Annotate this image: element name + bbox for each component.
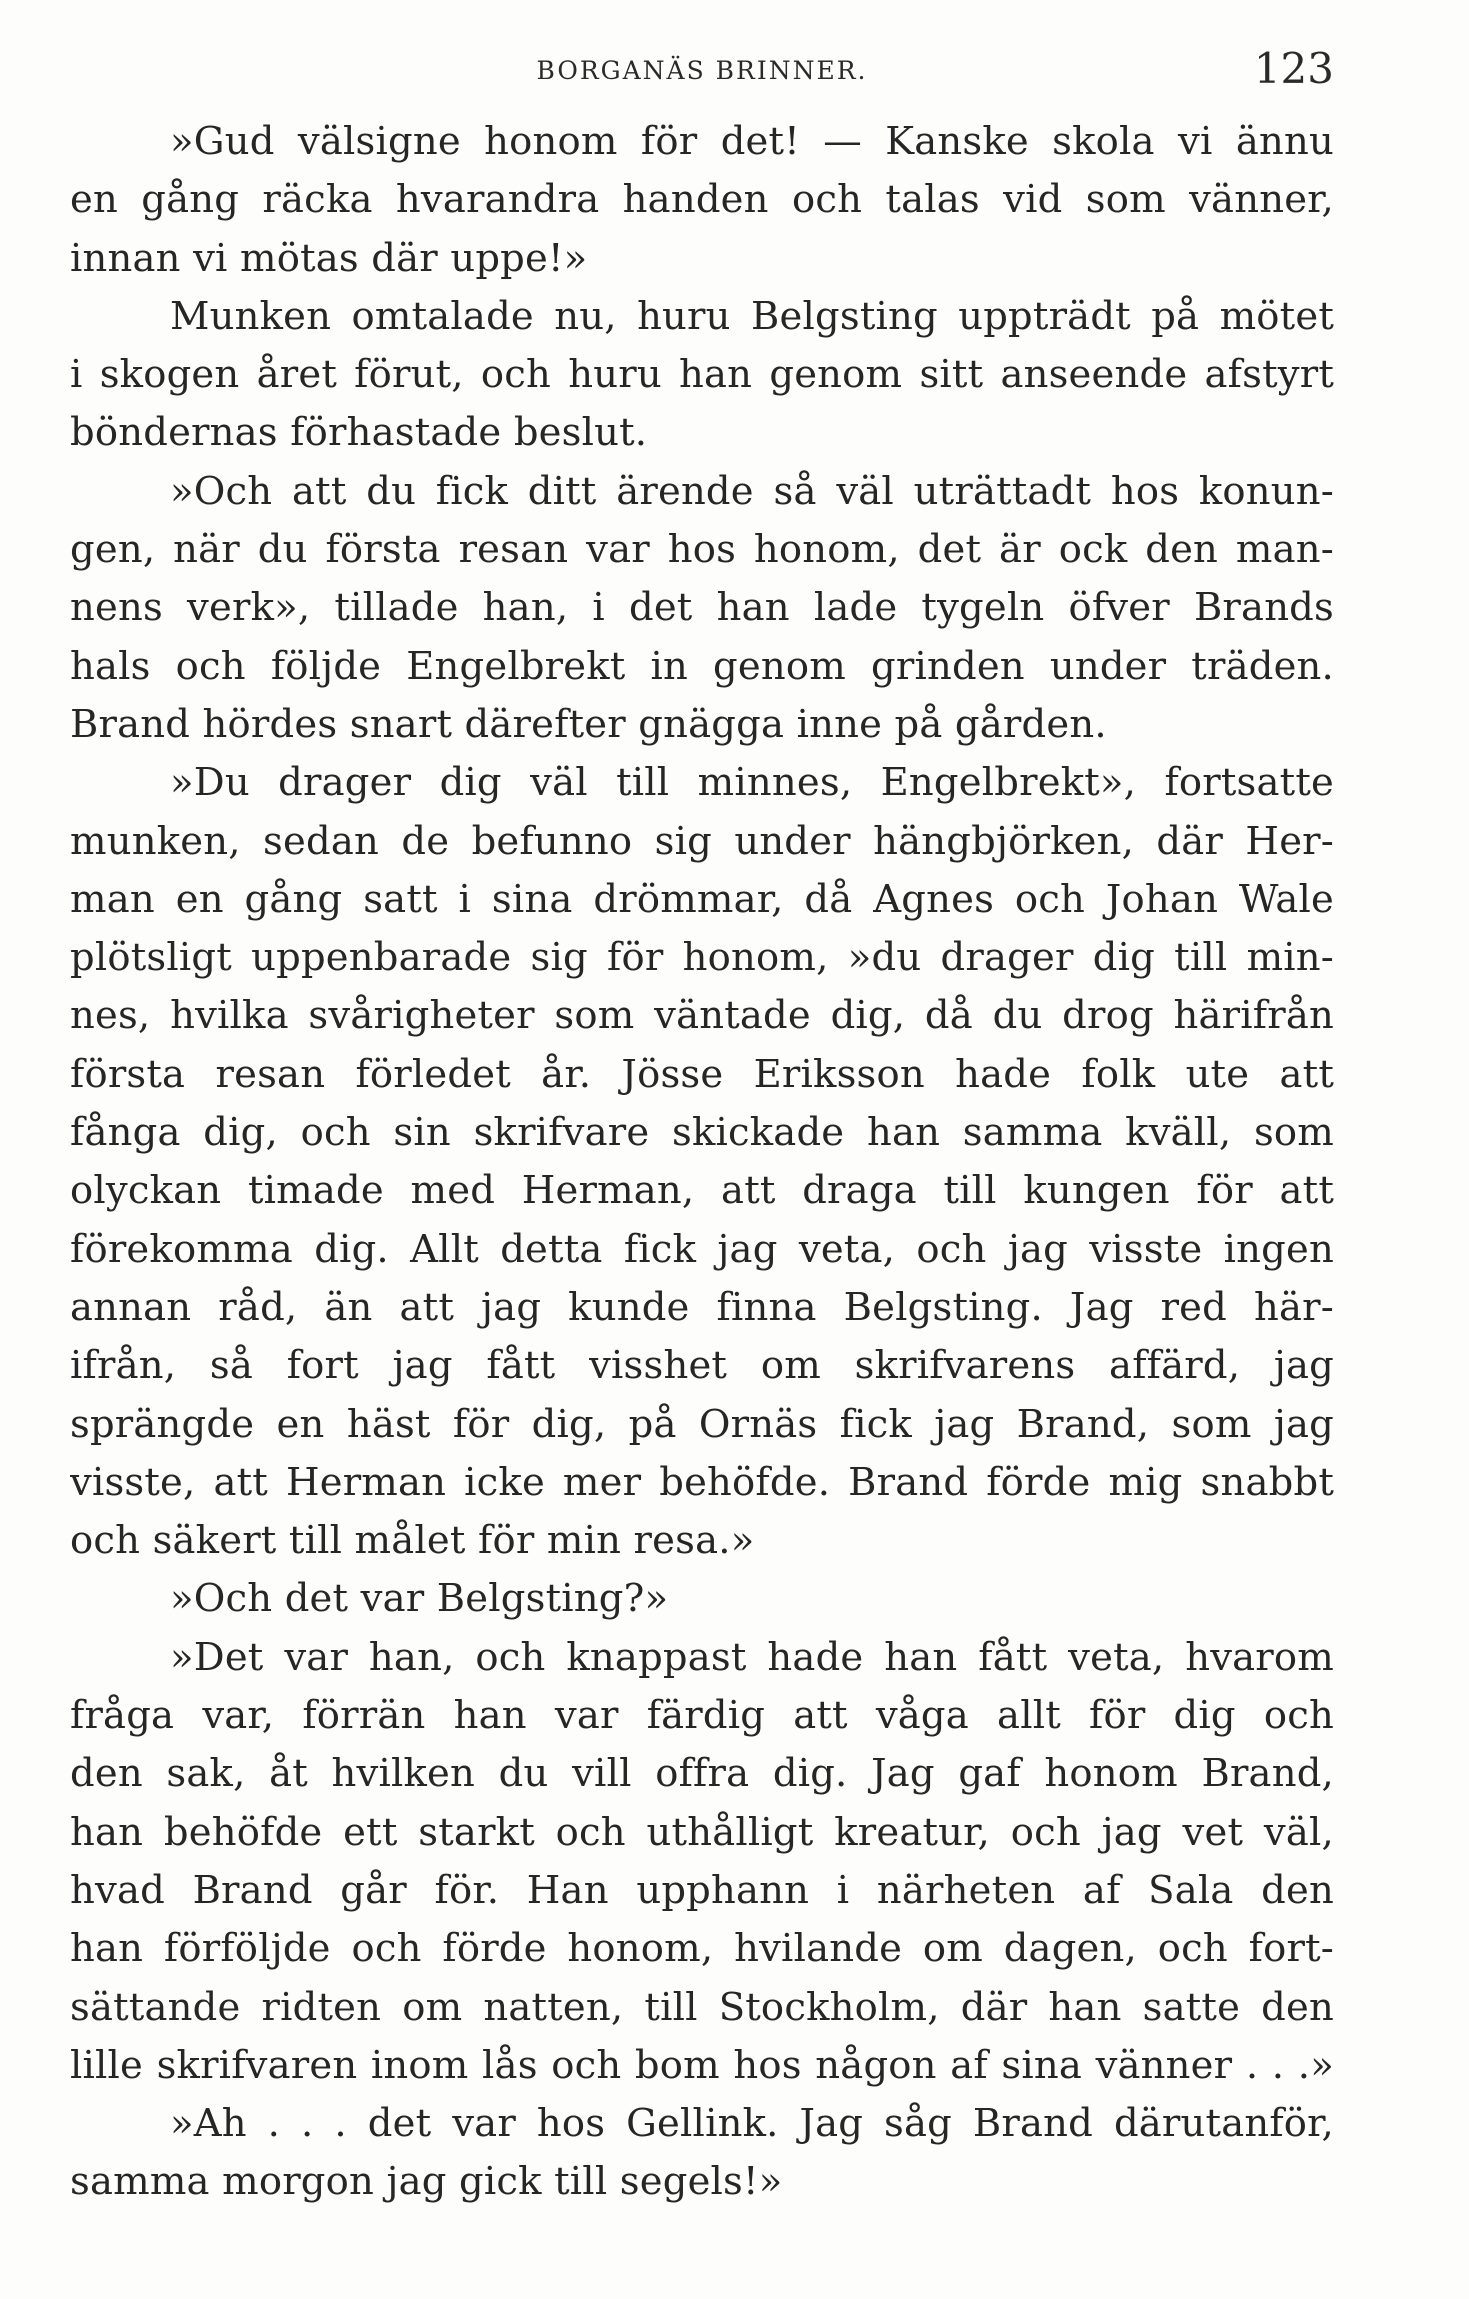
text-line: böndernas förhastade beslut. [70, 410, 648, 456]
running-title: BORGANÄS BRINNER. [536, 56, 868, 85]
text-line: han förföljde och förde honom, hvilande om dagen, och fort- [70, 1926, 1334, 1972]
text-line: i skogen året förut, och huru han genom sitt anseende afstyrt [70, 352, 1334, 398]
text-line: sättande ridten om natten, till Stockholm, där han satte den [70, 1984, 1334, 2030]
text-line: sprängde en häst för dig, på Ornäs fick jag Brand, som jag [70, 1401, 1334, 1447]
text-line: hvad Brand går för. Han upphann i närheten af Sala den [70, 1867, 1334, 1913]
text-line: »Du drager dig väl till minnes, Engelbrekt», fortsatte [170, 760, 1334, 806]
text-line: munken, sedan de befunno sig under hängbjörken, där Her- [70, 818, 1334, 864]
text-line: nens verk», tillade han, i det han lade tygeln öfver Brands [70, 585, 1334, 631]
text-line: nes, hvilka svårigheter som väntade dig, då du drog härifrån [70, 993, 1334, 1039]
text-line: förekomma dig. Allt detta fick jag veta, och jag visste ingen [70, 1226, 1334, 1272]
text-line: annan råd, än att jag kunde finna Belgsting. Jag red här- [70, 1284, 1334, 1330]
text-line: man en gång satt i sina drömmar, då Agnes och Johan Wale [70, 876, 1334, 922]
text-line: visste, att Herman icke mer behöfde. Brand förde mig snabbt [70, 1459, 1334, 1505]
text-line: olyckan timade med Herman, att draga till kungen för att [70, 1168, 1334, 1214]
body-text [70, 113, 1334, 2212]
text-line: »Och att du fick ditt ärende så väl uträttadt hos konun- [170, 468, 1334, 514]
text-line: innan vi mötas där uppe!» [70, 235, 588, 281]
text-line: fånga dig, och sin skrifvare skickade han samma kväll, som [70, 1110, 1334, 1156]
text-line: gen, när du första resan var hos honom, det är ock den man- [70, 527, 1334, 573]
text-line: ifrån, så fort jag fått visshet om skrifvarens affärd, jag [70, 1343, 1334, 1389]
text-line: lille skrifvaren inom lås och bom hos någon af sina vänner . . .» [70, 2042, 1334, 2088]
text-line: och säkert till målet för min resa.» [70, 1518, 755, 1564]
text-line: den sak, åt hvilken du vill offra dig. Jag gaf honom Brand, [70, 1751, 1334, 1797]
text-line: »Ah . . . det var hos Gellink. Jag såg Brand därutanför, [170, 2101, 1334, 2147]
text-line: Brand hördes snart därefter gnägga inne på gården. [70, 701, 1107, 747]
text-line: »Och det var Belgsting?» [170, 1576, 669, 1622]
text-line: en gång räcka hvarandra handen och talas vid som vänner, [70, 177, 1334, 223]
running-header [70, 44, 1334, 93]
text-line: första resan förledet år. Jösse Eriksson hade folk ute att [70, 1051, 1334, 1097]
text-line: plötsligt uppenbarade sig för honom, »du drager dig till min- [70, 935, 1334, 981]
text-line: han behöfde ett starkt och uthålligt kreatur, och jag vet väl, [70, 1809, 1334, 1855]
text-line: fråga var, förrän han var färdig att våga allt för dig och [70, 1693, 1334, 1739]
text-line: »Det var han, och knappast hade han fått veta, hvarom [170, 1634, 1334, 1680]
text-line: samma morgon jag gick till segels!» [70, 2159, 783, 2205]
page-number: 123 [1253, 44, 1334, 93]
text-line: hals och följde Engelbrekt in genom grinden under träden. [70, 643, 1334, 689]
text-line: Munken omtalade nu, huru Belgsting uppträdt på mötet [170, 293, 1334, 339]
text-line: »Gud välsigne honom för det! — Kanske skola vi ännu [170, 119, 1334, 164]
